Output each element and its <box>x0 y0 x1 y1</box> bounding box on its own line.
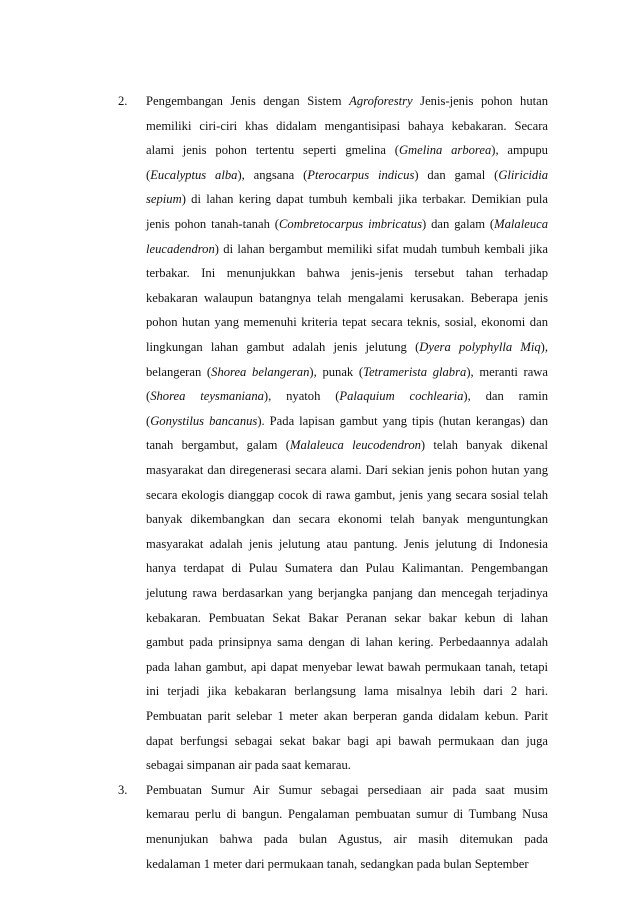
italic-term: Palaquium cochlearia <box>339 389 464 404</box>
text-line <box>146 262 548 284</box>
italic-term: Combretocarpus imbricatus <box>279 217 422 231</box>
italic-term: sepium <box>146 192 182 207</box>
text-run: ( <box>146 389 151 404</box>
text-line <box>146 90 548 112</box>
text-line <box>146 188 548 210</box>
text-run: ( <box>146 413 151 428</box>
text-run: ) dan galam ( <box>422 217 495 231</box>
text-run: ), <box>540 340 549 354</box>
text-run: terbakar. Ini menunjukkan bahwa jenis-jenis tersebut tahan terhadap <box>146 266 548 281</box>
text-run: menunjukan bahwa pada bulan Agustus, air masih ditemukan pada <box>146 831 548 846</box>
text-run: jenis pohon tanah-tanah ( <box>146 217 279 231</box>
text-line <box>146 557 548 579</box>
italic-term: Pterocarpus indicus <box>307 167 415 182</box>
text-line <box>146 533 548 555</box>
text-line <box>146 484 548 506</box>
text-run: secara ekologis dianggap cocok di rawa gambut, jenis yang secara sosial telah <box>146 487 548 502</box>
list-item-number: 2. <box>118 94 128 108</box>
text-run: belangeran ( <box>146 364 212 379</box>
text-run: ) di lahan kering dapat tumbuh kembali jika terbakar. Demikian pula <box>181 192 548 207</box>
text-run: gambut pada prinsipnya sama dengan di lahan kering. Perbedaannya adalah <box>146 635 548 650</box>
text-line <box>146 730 548 752</box>
text-line <box>146 582 548 604</box>
text-line <box>146 828 548 850</box>
text-run: memiliki ciri-ciri khas didalam mengantisipasi bahaya kebakaran. Secara <box>146 118 548 133</box>
text-line <box>146 336 548 358</box>
text-line <box>146 434 548 456</box>
text-line <box>146 754 548 776</box>
list-item-number: 3. <box>118 782 128 797</box>
text-run: ), punak ( <box>309 364 364 379</box>
text-line <box>146 361 548 383</box>
text-run: Pengembangan Jenis dengan Sistem <box>146 94 350 108</box>
text-run: pada lahan gambut, api dapat menyebar lewat bawah permukaan tanah, tetapi <box>146 659 548 674</box>
text-run: ) di lahan bergambut memiliki sifat mudah tumbuh kembali jika <box>214 241 548 256</box>
italic-term: Gmelina arborea <box>398 143 492 158</box>
text-line <box>146 238 548 260</box>
text-run: Jenis-jenis pohon hutan <box>412 94 548 108</box>
text-run: ), angsana ( <box>237 167 308 182</box>
text-line <box>146 459 548 481</box>
text-line <box>146 680 548 702</box>
italic-term: leucadendron <box>146 241 215 256</box>
text-line <box>146 508 548 530</box>
text-line <box>146 287 548 309</box>
italic-term: Malaleuca <box>494 217 548 231</box>
text-run: ini terjadi jika kebakaran berlangsung lama misalnya lebih dari 2 hari. <box>146 684 548 699</box>
text-line <box>146 656 548 678</box>
text-run: ), nyatoh ( <box>263 389 340 404</box>
text-line <box>146 779 548 801</box>
text-run: masyarakat dan diregenerasi secara alami. Dari sekian jenis pohon hutan yang <box>146 463 548 477</box>
text-run: kedalaman 1 meter dari permukaan tanah, sedangkan pada bulan September <box>146 856 529 871</box>
text-run: ), dan ramin <box>463 389 548 404</box>
italic-term: Eucalyptus alba <box>150 167 238 182</box>
text-run: masyarakat adalah jenis jelutung atau pantung. Jenis jelutung di Indonesia <box>146 536 548 551</box>
text-line <box>146 164 548 186</box>
text-run: kebakaran. Pembuatan Sekat Bakar Peranan sekar bakar kebun di lahan <box>146 610 548 625</box>
text-run: ) dan gamal ( <box>414 167 499 182</box>
text-run: ), ampupu <box>491 143 548 158</box>
italic-term: Gonystilus bancanus <box>150 413 258 428</box>
text-line <box>146 853 548 875</box>
text-line <box>146 705 548 727</box>
text-run: Pembuatan parit selebar 1 meter akan berperan ganda didalam kebun. Parit <box>146 709 548 723</box>
italic-term: Gliricidia <box>498 167 549 182</box>
text-line <box>146 410 548 432</box>
text-run: jelutung rawa berdasarkan yang berjangka panjang dan mencegah terjadinya <box>146 586 548 600</box>
text-run: banyak dikembangkan dan secara ekonomi telah banyak menguntungkan <box>146 512 548 527</box>
italic-term: Agroforestry <box>349 94 413 108</box>
text-line <box>146 607 548 629</box>
text-run: pohon hutan yang memenuhi kriteria tepat secara teknis, sosial, ekonomi dan <box>146 315 548 330</box>
text-line <box>146 311 548 333</box>
text-run: dapat berfungsi sebagai sekat bakar bagi api bawah permukaan dan juga <box>146 733 548 748</box>
text-run: alami jenis pohon tertentu seperti gmelina ( <box>146 143 399 158</box>
text-run: lingkungan lahan gambut adalah jenis jelutung ( <box>146 340 420 354</box>
text-run: ) telah banyak dikenal <box>420 438 548 453</box>
italic-term: Dyera polyphylla Miq <box>419 340 541 354</box>
text-line <box>146 631 548 653</box>
text-run: hanya terdapat di Pulau Sumatera dan Pulau Kalimantan. Pengembangan <box>146 561 548 576</box>
text-run: tanah bergambut, galam ( <box>146 438 290 453</box>
text-run: sebagai simpanan air pada saat kemarau. <box>146 758 351 773</box>
text-run: ), meranti rawa <box>466 364 548 379</box>
text-line <box>146 385 548 407</box>
italic-term: Malaleuca leucodendron <box>289 438 421 453</box>
italic-term: Tetrameristа glabra <box>363 364 467 379</box>
italic-term: Shorea belangeran <box>211 364 310 379</box>
italic-term: Shorea teysmaniana <box>150 389 264 404</box>
text-run: kemarau perlu di bangun. Pengalaman pembuatan sumur di Tumbang Nusa <box>146 807 548 822</box>
text-line <box>146 803 548 825</box>
text-run: ). Pada lapisan gambut yang tipis (hutan kerangas) dan <box>257 413 549 428</box>
text-run: Pembuatan Sumur Air Sumur sebagai persediaan air pada saat musim <box>146 782 548 797</box>
text-line <box>146 115 548 137</box>
text-run: kebakaran walaupun batangnya telah mengalami kerusakan. Beberapa jenis <box>146 290 548 305</box>
text-line <box>146 139 548 161</box>
text-run: ( <box>146 167 151 182</box>
text-line <box>146 213 548 235</box>
